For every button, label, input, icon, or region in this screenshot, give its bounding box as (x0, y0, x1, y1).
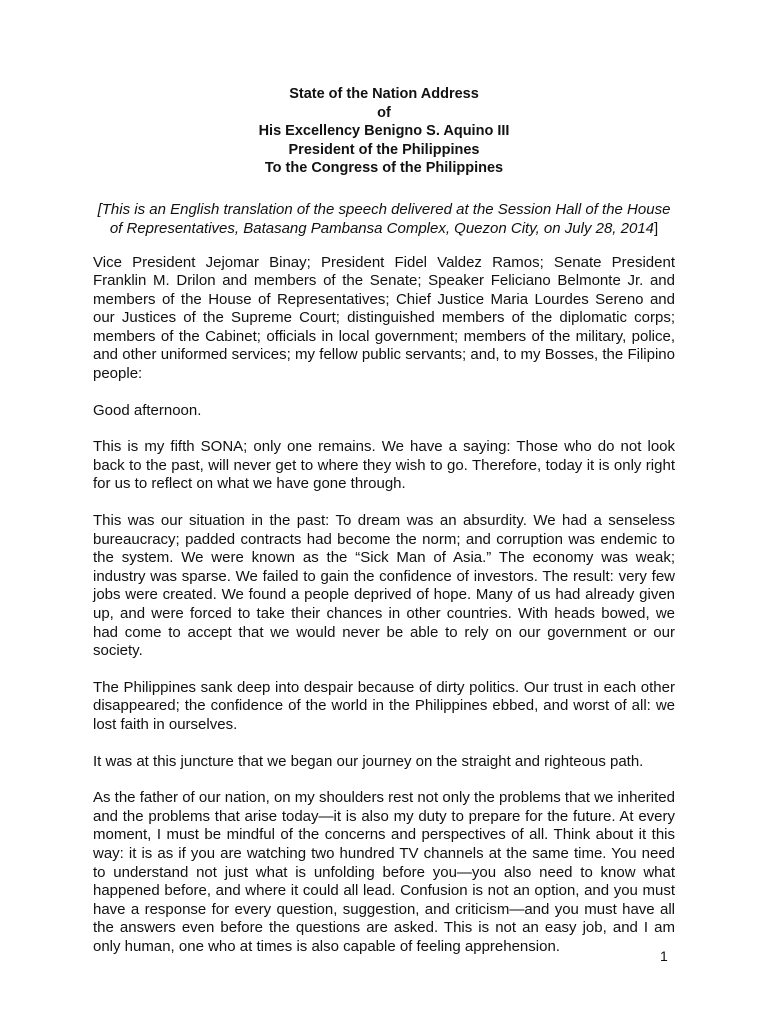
paragraph: The Philippines sank deep into despair because of dirty politics. Our trust in each other disappeared; the confidence of the world in the Philippines ebbed, and worst of all: we lost faith in ourselves. (93, 678, 675, 733)
document-title (93, 85, 675, 178)
title-line: of (377, 104, 391, 121)
translation-note (93, 200, 675, 238)
speech-body (93, 254, 675, 957)
translation-note-text: [This is an English translation of the speech delivered at the Session Hall of the House of Representatives, Batasang Pambansa Complex, Quezon City, on July 28, 2014 (97, 200, 671, 237)
title-line: His Excellency Benigno S. Aquino III (258, 123, 510, 139)
title-line: State of the Nation Address (289, 86, 479, 102)
paragraph: This was our situation in the past: To dream was an absurdity. We had a senseless bureaucracy; padded contracts had become the norm; and corruption was endemic to the system. We were known as the “Sick Man of Asia.” The economy was weak; industry was sparse. We failed to gain the confidence of investors. The result: very few jobs were created. We found a people deprived of hope. Many of us had already given up, and were forced to take their chances in other countries. With heads bowed, we had come to accept that we would never be able to rely on our government or our society. (93, 512, 675, 660)
paragraph: As the father of our nation, on my shoulders rest not only the problems that we inherited and the problems that arise today—it is also my duty to prepare for the future. At every moment, I must be mindful of the concerns and perspectives of all. Think about it this way: it is as if you are watching two hundred TV channels at the same time. You need to understand not just what is unfolding before you—you also need to know what happened before, and where it could all lead. Confusion is not an option, and you must have a response for every question, suggestion, and criticism—and you must have all the answers even before the questions are asked. This is not an easy job, and I am only human, one who at times is also capable of feeling apprehension. (93, 789, 675, 955)
paragraph: Vice President Jejomar Binay; President Fidel Valdez Ramos; Senate President Franklin M. Drilon and members of the Senate; Speaker Feliciano Belmonte Jr. and members of the House of Representatives; Chief Justice Maria Lourdes Sereno and our Justices of the Supreme Court; distinguished members of the diplomatic corps; members of the Cabinet; officials in local government; members of the military, police, and other uniformed services; my fellow public servants; and, to my Bosses, the Filipino people: (93, 253, 675, 383)
translation-note-close: ] (654, 219, 659, 237)
paragraph: Good afternoon. (93, 401, 202, 419)
paragraph: It was at this juncture that we began our journey on the straight and righteous path. (93, 752, 644, 770)
page-number: 1 (660, 948, 668, 964)
paragraph: This is my fifth SONA; only one remains. We have a saying: Those who do not look back to the past, will never get to where they wish to go. Therefore, today it is only right for us to reflect on what we have gone through. (93, 438, 675, 493)
title-line: President of the Philippines (288, 141, 480, 158)
title-line: To the Congress of the Philippines (264, 160, 504, 176)
